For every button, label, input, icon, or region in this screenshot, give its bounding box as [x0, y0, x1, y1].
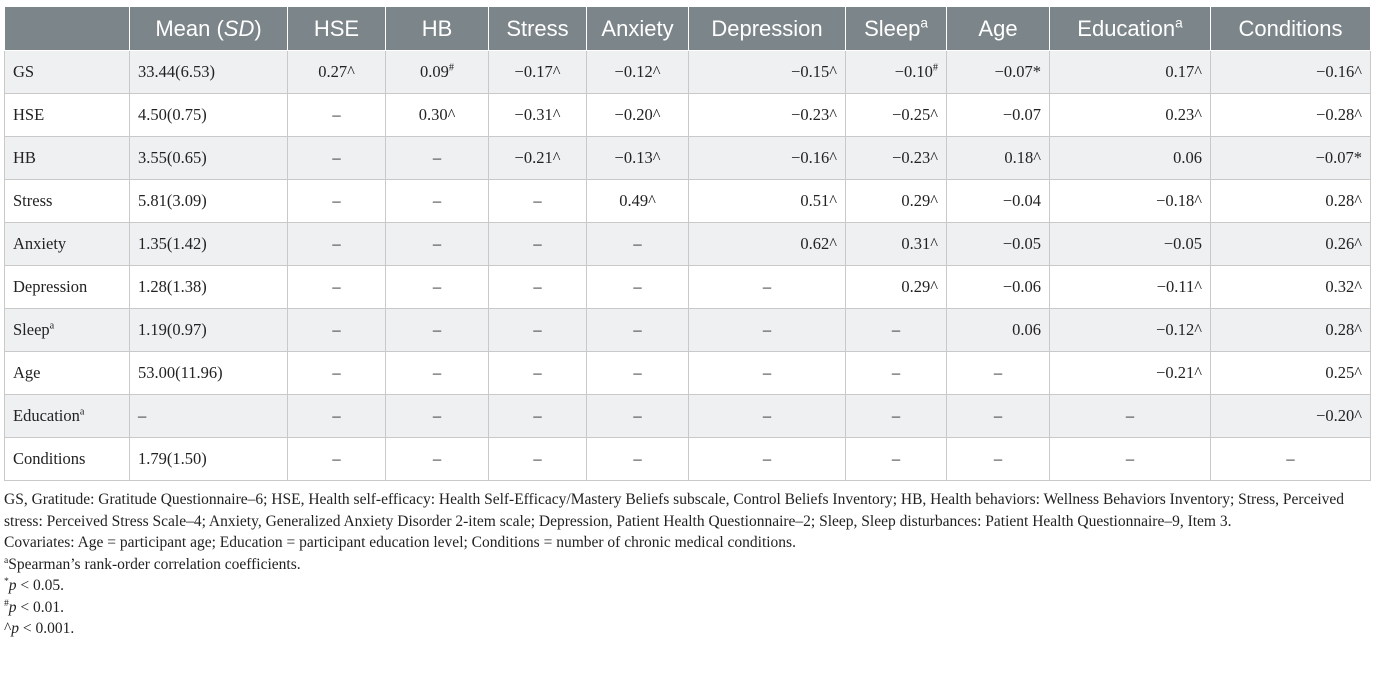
- cell-age: 0.18^: [947, 137, 1050, 180]
- cell-conditions: −0.07*: [1211, 137, 1371, 180]
- cell-hb: –: [386, 137, 489, 180]
- cell-mean: 33.44(6.53): [130, 51, 288, 94]
- cell-sleep: −0.25^: [846, 94, 947, 137]
- table-row: [5, 438, 1371, 481]
- table-row: [5, 309, 1371, 352]
- cell-anxiety: −0.12^: [587, 51, 689, 94]
- cell-education: −0.12^: [1050, 309, 1211, 352]
- cell-age: –: [947, 395, 1050, 438]
- cell-depression: –: [689, 438, 846, 481]
- cell-education: –: [1050, 438, 1211, 481]
- cell-hse: 0.27^: [288, 51, 386, 94]
- cell-sleep: 0.29^: [846, 180, 947, 223]
- footnote-caret: ^p < 0.001.: [4, 620, 75, 637]
- cell-anxiety: −0.20^: [587, 94, 689, 137]
- cell-depression: –: [689, 309, 846, 352]
- header-stress: Stress: [489, 7, 587, 51]
- footnote-star: *p < 0.05.: [4, 575, 65, 594]
- cell-conditions: 0.28^: [1211, 309, 1371, 352]
- footnote-a: $^a$Spearman’s rank-order correlation coefficients.: [4, 554, 301, 573]
- cell-hse: –: [288, 137, 386, 180]
- cell-anxiety: −0.13^: [587, 137, 689, 180]
- cell-hb: 0.09#: [386, 51, 489, 94]
- cell-stress: –: [489, 266, 587, 309]
- cell-sleep: −0.10#: [846, 51, 947, 94]
- cell-conditions: −0.16^: [1211, 51, 1371, 94]
- row-label: Sleep$^a$: [5, 309, 130, 352]
- cell-education: 0.06: [1050, 137, 1211, 180]
- cell-hb: –: [386, 180, 489, 223]
- table-row: [5, 180, 1371, 223]
- cell-sleep: 0.29^: [846, 266, 947, 309]
- cell-stress: −0.21^: [489, 137, 587, 180]
- table-row: [5, 51, 1371, 94]
- cell-depression: 0.62^: [689, 223, 846, 266]
- cell-conditions: −0.28^: [1211, 94, 1371, 137]
- cell-hb: –: [386, 438, 489, 481]
- row-label: HSE: [5, 94, 130, 137]
- cell-stress: –: [489, 352, 587, 395]
- cell-stress: −0.31^: [489, 94, 587, 137]
- cell-hb: –: [386, 352, 489, 395]
- cell-anxiety: –: [587, 309, 689, 352]
- cell-age: −0.04: [947, 180, 1050, 223]
- cell-anxiety: –: [587, 223, 689, 266]
- header-age: Age: [947, 7, 1050, 51]
- cell-age: −0.05: [947, 223, 1050, 266]
- row-label: HB: [5, 137, 130, 180]
- cell-hse: –: [288, 94, 386, 137]
- row-label: GS: [5, 51, 130, 94]
- cell-hse: –: [288, 352, 386, 395]
- header-mean: Mean (SD): [130, 7, 288, 51]
- cell-education: −0.18^: [1050, 180, 1211, 223]
- row-label: Education$^a$: [5, 395, 130, 438]
- cell-mean: 4.50(0.75): [130, 94, 288, 137]
- header-education: Education$^a$: [1050, 7, 1211, 51]
- cell-sleep: 0.31^: [846, 223, 947, 266]
- table-row: [5, 395, 1371, 438]
- header-depression: Depression: [689, 7, 846, 51]
- cell-stress: –: [489, 223, 587, 266]
- table-footnotes: [4, 489, 1370, 640]
- row-label: Stress: [5, 180, 130, 223]
- table-row: [5, 223, 1371, 266]
- table-row: [5, 94, 1371, 137]
- table-row: [5, 137, 1371, 180]
- header-conditions: Conditions: [1211, 7, 1371, 51]
- cell-hse: –: [288, 266, 386, 309]
- cell-education: –: [1050, 395, 1211, 438]
- cell-stress: –: [489, 180, 587, 223]
- cell-hb: –: [386, 309, 489, 352]
- cell-mean: 5.81(3.09): [130, 180, 288, 223]
- cell-stress: –: [489, 309, 587, 352]
- cell-depression: 0.51^: [689, 180, 846, 223]
- cell-stress: −0.17^: [489, 51, 587, 94]
- row-label: Depression: [5, 266, 130, 309]
- cell-age: –: [947, 352, 1050, 395]
- table-row: [5, 352, 1371, 395]
- cell-stress: –: [489, 438, 587, 481]
- cell-mean: 1.79(1.50): [130, 438, 288, 481]
- correlation-table: [4, 6, 1371, 481]
- cell-conditions: 0.26^: [1211, 223, 1371, 266]
- cell-sleep: –: [846, 438, 947, 481]
- cell-mean: 1.35(1.42): [130, 223, 288, 266]
- cell-hse: –: [288, 438, 386, 481]
- cell-sleep: –: [846, 352, 947, 395]
- cell-depression: −0.15^: [689, 51, 846, 94]
- cell-mean: 53.00(11.96): [130, 352, 288, 395]
- footnote-abbreviations: GS, Gratitude: Gratitude Questionnaire–6; HSE, Health self-efficacy: Health Self-Efficacy/Mastery Beliefs subscale, Control Beliefs Inventory; HB, Health behaviors: Wellness Behaviors Inventory; Stress, Perceived stress: Perceived Stress Scale–4; Anxiety, Generalized Anxiety Disorder 2-item scale; Depression, Patient Health Questionnaire–2; Sleep, Sleep disturbances: Patient Health Questionnaire–9, Item 3.: [4, 491, 1345, 530]
- cell-age: –: [947, 438, 1050, 481]
- cell-hb: –: [386, 266, 489, 309]
- cell-age: −0.06: [947, 266, 1050, 309]
- cell-depression: −0.23^: [689, 94, 846, 137]
- header-blank: [5, 7, 130, 51]
- cell-anxiety: –: [587, 352, 689, 395]
- cell-mean: 1.28(1.38): [130, 266, 288, 309]
- cell-age: −0.07: [947, 94, 1050, 137]
- cell-conditions: 0.28^: [1211, 180, 1371, 223]
- cell-age: 0.06: [947, 309, 1050, 352]
- row-label: Age: [5, 352, 130, 395]
- cell-mean: 1.19(0.97): [130, 309, 288, 352]
- cell-hse: –: [288, 223, 386, 266]
- cell-anxiety: 0.49^: [587, 180, 689, 223]
- cell-sleep: –: [846, 395, 947, 438]
- header-sleep: Sleep$^a$: [846, 7, 947, 51]
- table-row: [5, 266, 1371, 309]
- cell-education: 0.23^: [1050, 94, 1211, 137]
- cell-depression: –: [689, 352, 846, 395]
- cell-sleep: –: [846, 309, 947, 352]
- header-anxiety: Anxiety: [587, 7, 689, 51]
- cell-hse: –: [288, 395, 386, 438]
- cell-hb: –: [386, 395, 489, 438]
- cell-depression: –: [689, 395, 846, 438]
- cell-conditions: −0.20^: [1211, 395, 1371, 438]
- cell-hse: –: [288, 309, 386, 352]
- cell-anxiety: –: [587, 395, 689, 438]
- cell-sleep: −0.23^: [846, 137, 947, 180]
- cell-anxiety: –: [587, 266, 689, 309]
- cell-education: −0.11^: [1050, 266, 1211, 309]
- correlation-table-figure: [4, 6, 1370, 640]
- cell-hb: –: [386, 223, 489, 266]
- cell-hse: –: [288, 180, 386, 223]
- cell-depression: –: [689, 266, 846, 309]
- footnote-covariates: Covariates: Age = participant age; Education = participant education level; Conditions = number of chronic medical conditions.: [4, 534, 796, 551]
- cell-education: −0.21^: [1050, 352, 1211, 395]
- cell-hb: 0.30^: [386, 94, 489, 137]
- row-label: Anxiety: [5, 223, 130, 266]
- cell-conditions: 0.25^: [1211, 352, 1371, 395]
- cell-depression: −0.16^: [689, 137, 846, 180]
- cell-conditions: 0.32^: [1211, 266, 1371, 309]
- header-row: [5, 7, 1371, 51]
- cell-mean: –: [130, 395, 288, 438]
- cell-stress: –: [489, 395, 587, 438]
- cell-education: −0.05: [1050, 223, 1211, 266]
- cell-age: −0.07*: [947, 51, 1050, 94]
- footnote-hash: #p < 0.01.: [4, 597, 65, 616]
- cell-education: 0.17^: [1050, 51, 1211, 94]
- cell-conditions: –: [1211, 438, 1371, 481]
- cell-mean: 3.55(0.65): [130, 137, 288, 180]
- header-hse: HSE: [288, 7, 386, 51]
- row-label: Conditions: [5, 438, 130, 481]
- header-hb: HB: [386, 7, 489, 51]
- cell-anxiety: –: [587, 438, 689, 481]
